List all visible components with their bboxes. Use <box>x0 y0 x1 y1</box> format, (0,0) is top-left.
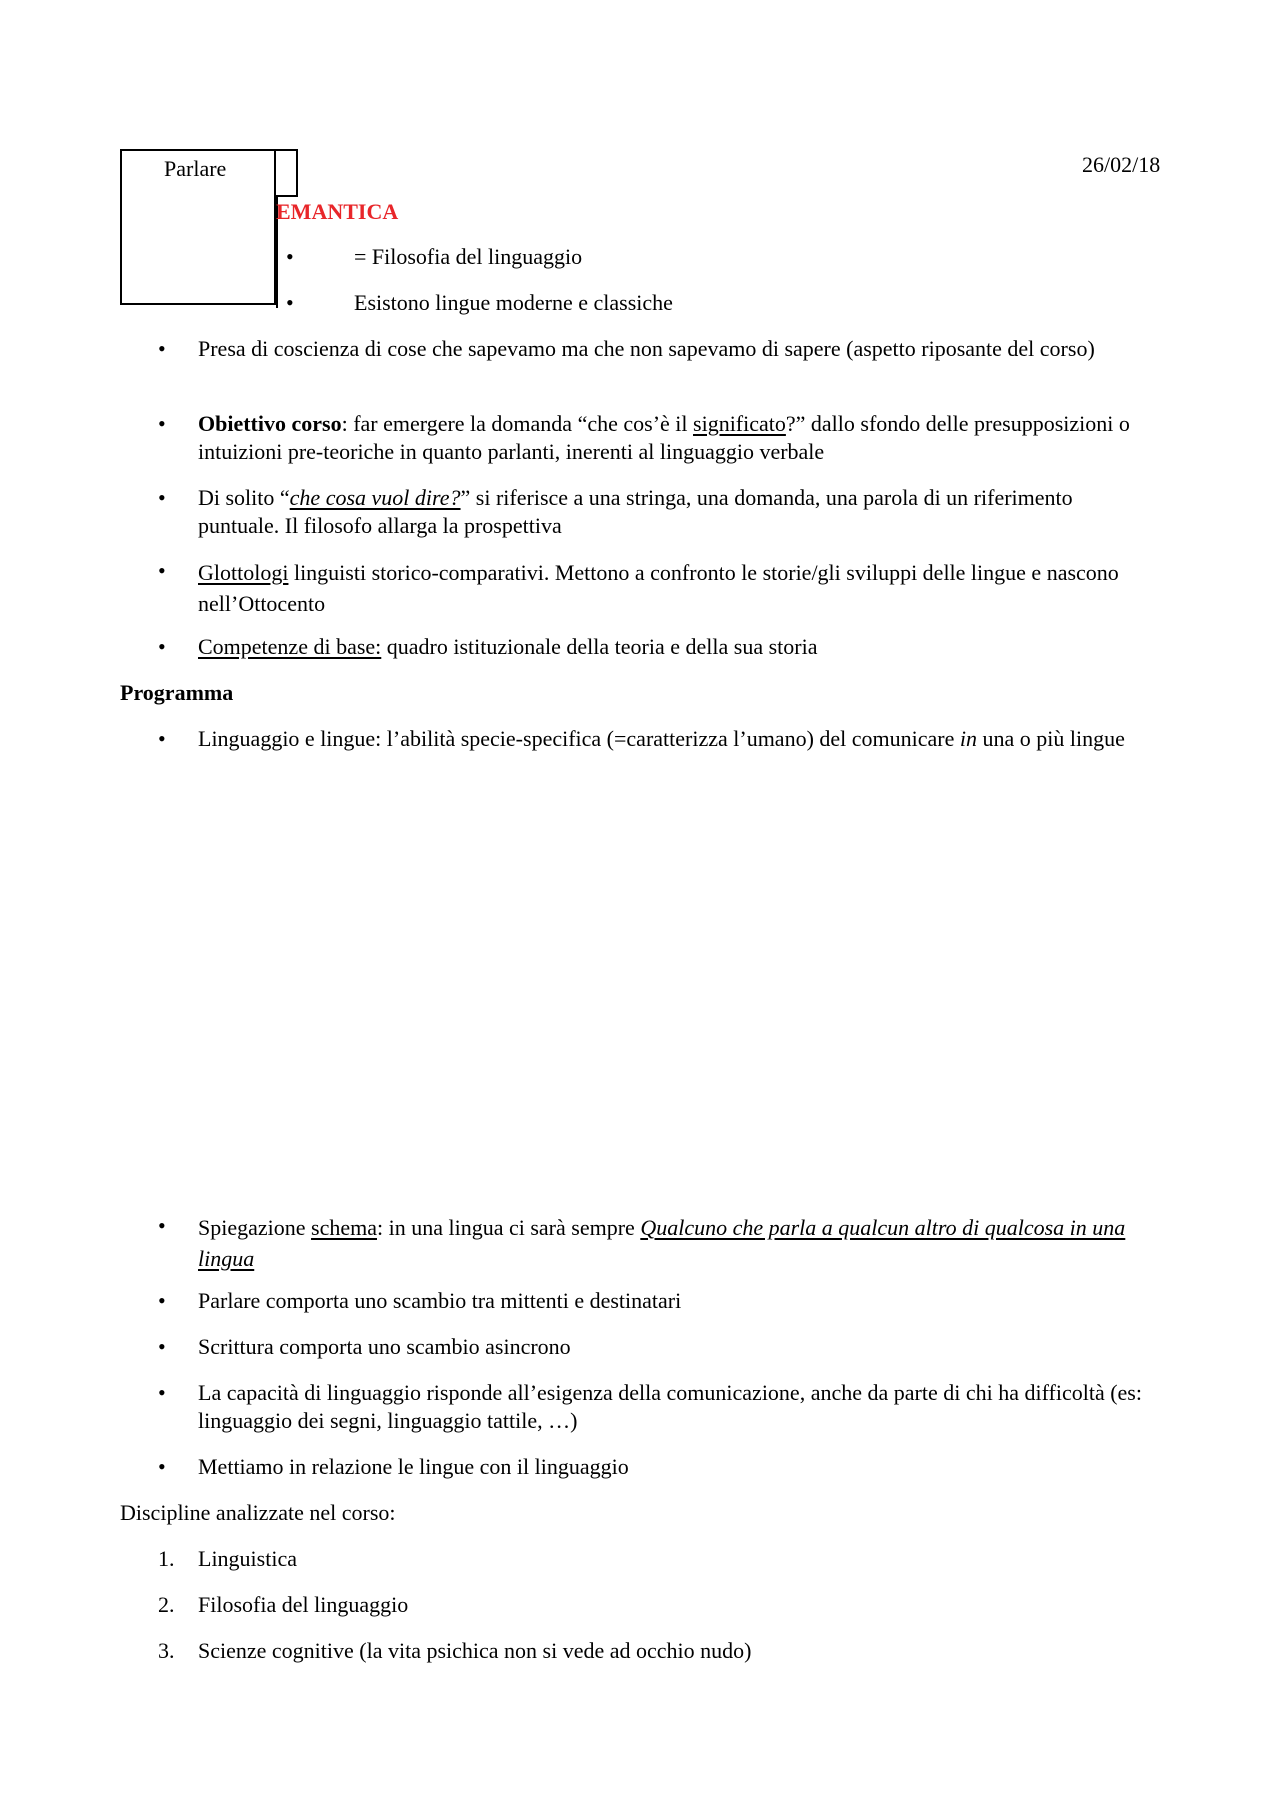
numbered-item-text: Filosofia del linguaggio <box>198 1592 409 1617</box>
list-item <box>158 1212 1158 1274</box>
list-item <box>158 1379 1158 1435</box>
bullet: • <box>158 411 166 436</box>
bullet: • <box>158 1334 166 1359</box>
frame-corner <box>274 149 298 197</box>
list-item-text: Mettiamo in relazione le lingue con il linguaggio <box>198 1454 629 1479</box>
list-item-text: Obiettivo corso: far emergere la domanda “che cos’è il significato?” dallo sfondo delle presupposizioni o intuizioni pre-teoriche in quanto parlanti, inerenti al linguaggio verbale <box>198 411 1130 464</box>
bullet: • <box>158 726 166 751</box>
list-item-text: Glottologi linguisti storico-comparativi. Mettono a confronto le storie/gli sviluppi delle lingue e nascono nell’Ottocento <box>198 560 1119 616</box>
list-item <box>158 725 1158 753</box>
section-title: Programma <box>120 680 234 705</box>
list-item <box>158 1333 1158 1361</box>
bullet: • <box>286 290 294 315</box>
list-item-text: Presa di coscienza di cose che sapevamo ma che non sapevamo di sapere (aspetto riposante del corso) <box>198 336 1095 361</box>
bullet: • <box>158 1380 166 1405</box>
bullet: • <box>158 1454 166 1479</box>
bullet: • <box>158 1288 166 1313</box>
bullet: • <box>286 244 294 269</box>
sub-item-text: = Filosofia del linguaggio <box>354 244 583 269</box>
quoted-question: che cosa vuol dire? <box>289 485 461 510</box>
numbered-item <box>158 1591 1158 1619</box>
numbered-item <box>158 1637 1158 1665</box>
item-number: 3. <box>158 1638 175 1663</box>
list-item-text: La capacità di linguaggio risponde all’esigenza della comunicazione, anche da parte di chi ha difficoltà (es: linguaggio dei segni, linguaggio tattile, …) <box>198 1380 1142 1433</box>
list-item-text: Scrittura comporta uno scambio asincrono <box>198 1334 571 1359</box>
schema-quote: Qualcuno che parla a qualcun altro di qualcosa in una lingua <box>198 1215 1126 1271</box>
list-item-text: Linguaggio e lingue: l’abilità specie-specifica (=caratterizza l’umano) del comunicare in una o più lingue <box>198 726 1125 751</box>
list-item-text: Di solito “che cosa vuol dire?” si riferisce a una stringa, una domanda, una parola di un riferimento puntuale. Il filosofo allarga la prospettiva <box>198 485 1073 538</box>
list-item-text: Competenze di base: quadro istituzionale della teoria e della sua storia <box>198 634 818 659</box>
bullet: • <box>158 634 166 659</box>
bullet: • <box>158 485 166 510</box>
list-item-text: Parlare comporta uno scambio tra mittenti e destinatari <box>198 1288 682 1313</box>
date: 26/02/18 <box>1082 152 1161 177</box>
underlined-term: significato <box>693 411 786 436</box>
underlined-term: Glottologi <box>198 560 289 585</box>
list-item <box>158 410 1158 466</box>
underlined-term: Competenze di base: <box>198 634 382 659</box>
frame-label: Parlare <box>164 156 227 181</box>
list-item-text: Spiegazione schema: in una lingua ci sarà sempre Qualcuno che parla a qualcun altro di qualcosa in una lingua <box>198 1215 1126 1271</box>
bullet: • <box>158 558 166 583</box>
numbered-item <box>158 1545 1158 1573</box>
list-item <box>158 633 1158 661</box>
bullet: • <box>158 336 166 361</box>
numbered-item-text: Scienze cognitive (la vita psichica non si vede ad occhio nudo) <box>198 1638 752 1663</box>
discipline-intro: Discipline analizzate nel corso: <box>120 1500 396 1525</box>
list-item <box>158 1453 1158 1481</box>
list-item <box>158 1287 1158 1315</box>
underlined-term: schema <box>311 1215 377 1240</box>
list-item <box>158 484 1158 540</box>
numbered-item-text: Linguistica <box>198 1546 297 1571</box>
bullet: • <box>158 1213 166 1238</box>
item-number: 1. <box>158 1546 175 1571</box>
sub-item-text: Esistono lingue moderne e classiche <box>354 290 673 315</box>
section-heading: EMANTICA <box>276 199 399 224</box>
list-item <box>158 335 1158 363</box>
list-item <box>158 557 1158 619</box>
objective-label: Obiettivo corso <box>198 411 342 436</box>
item-number: 2. <box>158 1592 175 1617</box>
